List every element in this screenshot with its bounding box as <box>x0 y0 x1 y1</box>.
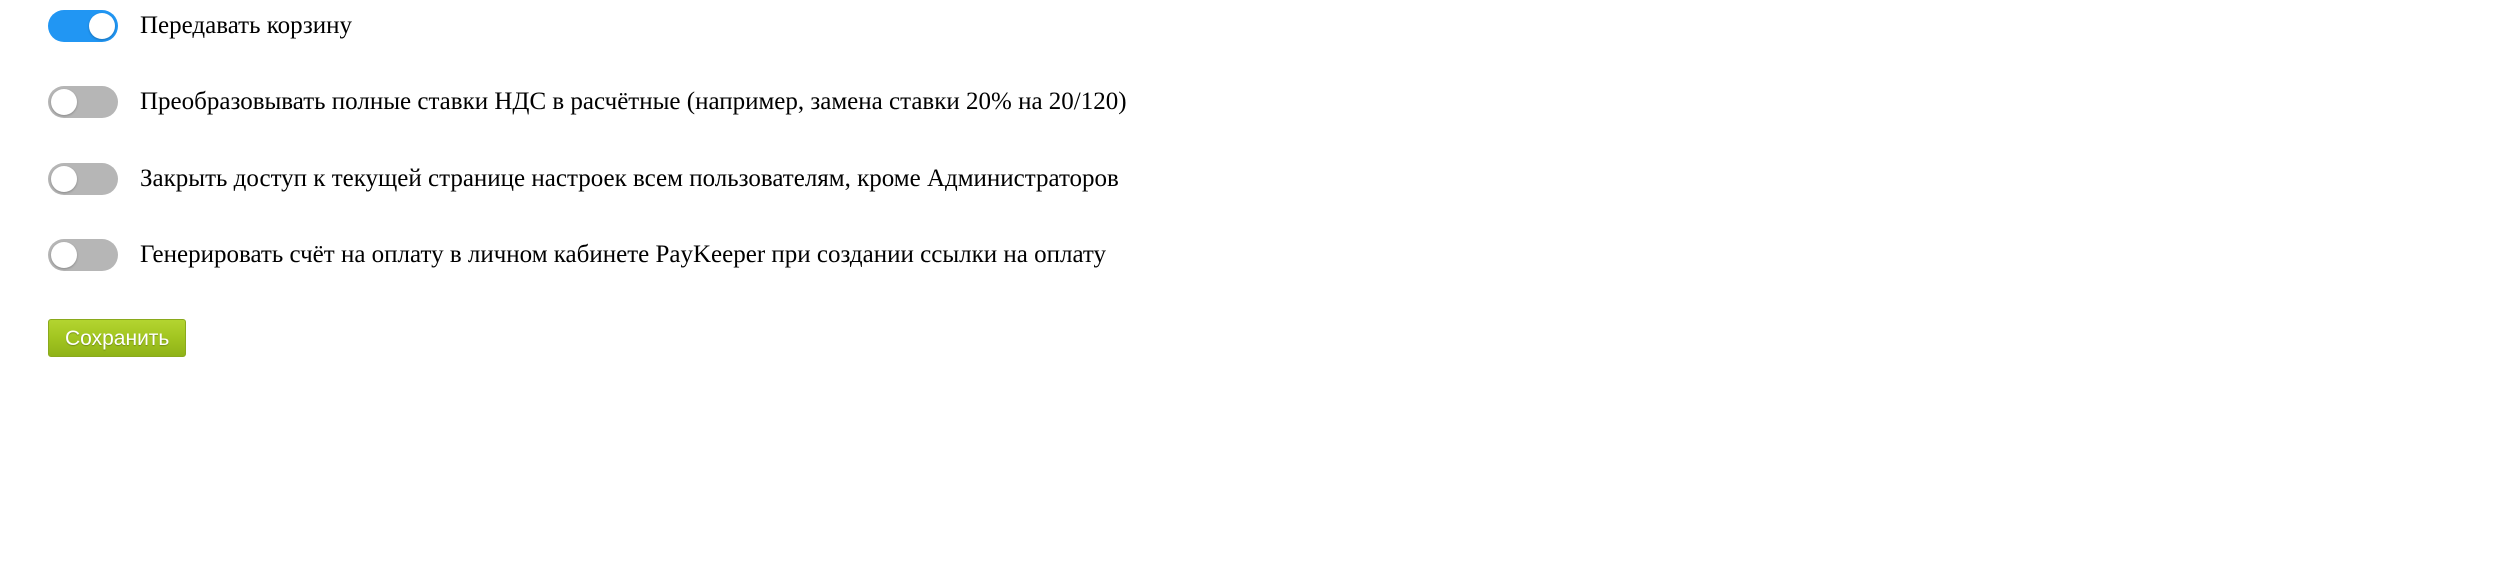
toggle-knob-icon <box>89 13 115 39</box>
save-button[interactable]: Сохранить <box>48 319 186 357</box>
toggle-knob-icon <box>51 166 77 192</box>
toggle-pass-cart[interactable] <box>48 10 118 42</box>
setting-label: Генерировать счёт на оплату в личном кабинете PayKeeper при создании ссылки на оплату <box>140 241 1106 268</box>
setting-label: Передавать корзину <box>140 12 353 39</box>
toggle-knob-icon <box>51 242 77 268</box>
setting-label: Преобразовывать полные ставки НДС в расчётные (например, замена ставки 20% на 20/120) <box>140 88 1127 115</box>
setting-row <box>48 10 352 42</box>
setting-row <box>48 239 1106 271</box>
setting-row <box>48 86 1127 118</box>
toggle-generate-invoice[interactable] <box>48 239 118 271</box>
setting-label: Закрыть доступ к текущей странице настроек всем пользователям, кроме Администраторов <box>140 165 1119 192</box>
toggle-convert-vat-rates[interactable] <box>48 86 118 118</box>
toggle-knob-icon <box>51 89 77 115</box>
setting-row <box>48 163 1119 195</box>
toggle-restrict-settings-access[interactable] <box>48 163 118 195</box>
